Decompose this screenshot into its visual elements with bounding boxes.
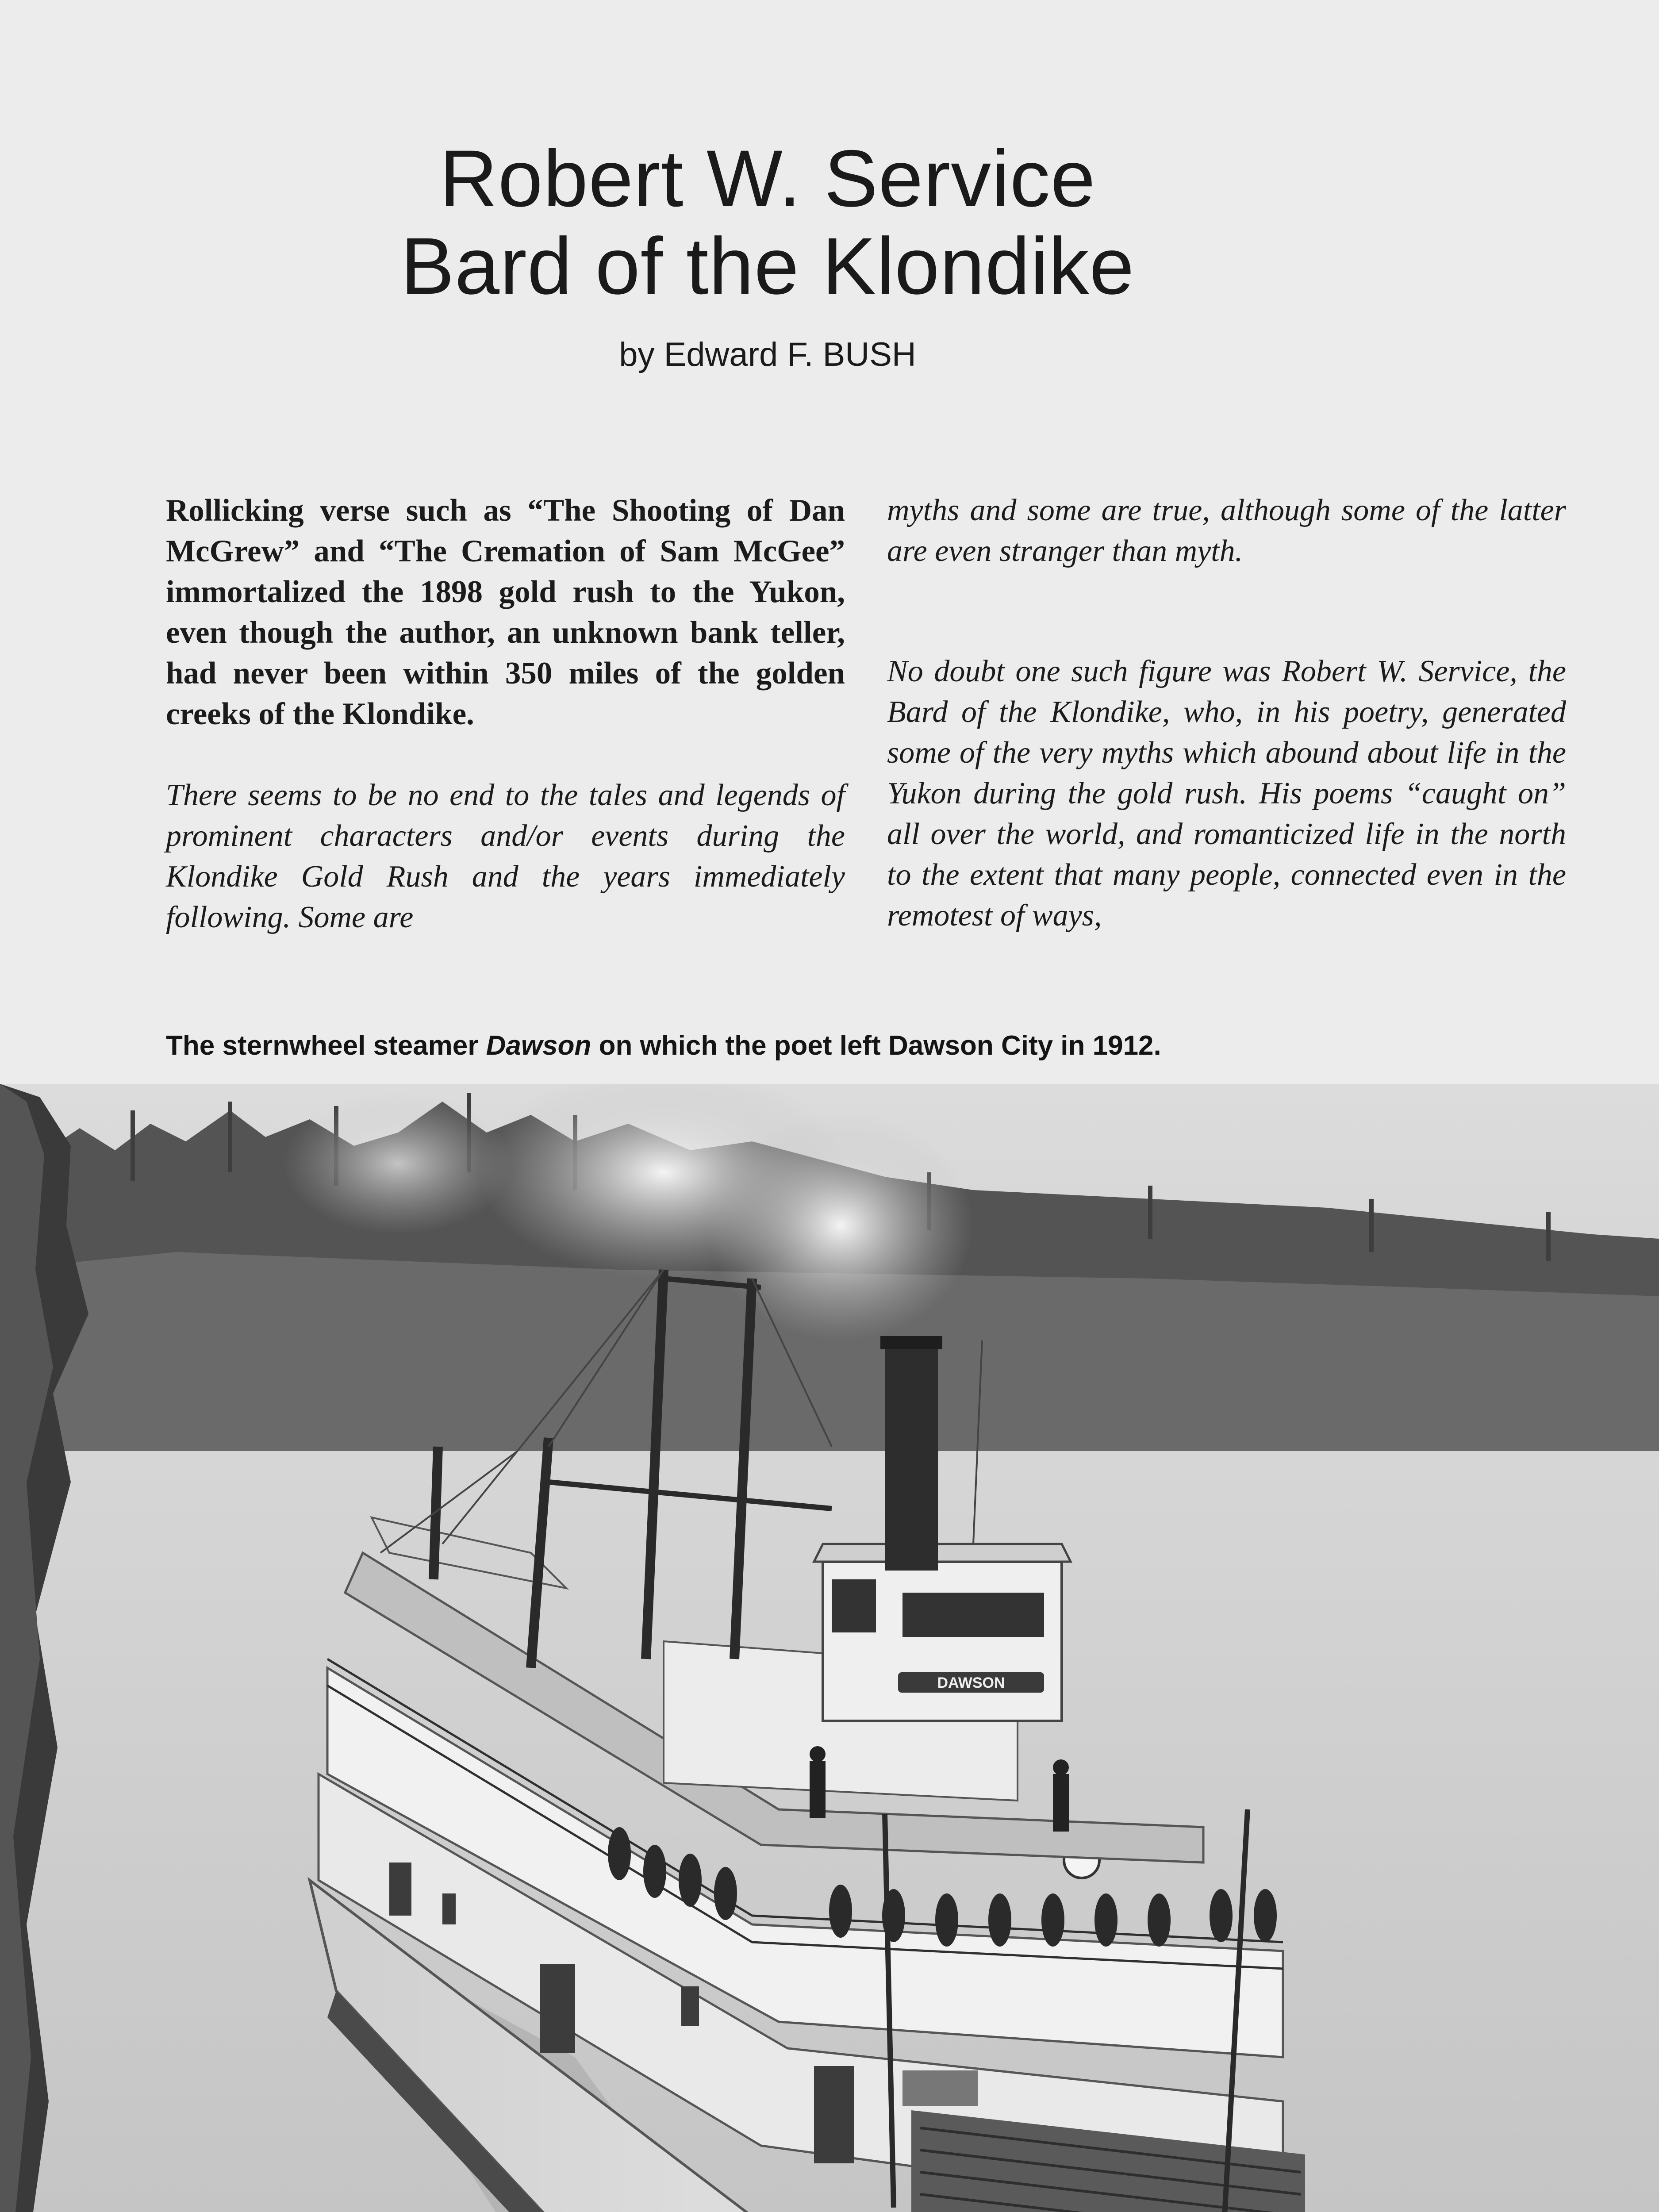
photo-caption bbox=[166, 1030, 1161, 1061]
smokestack-cap bbox=[880, 1336, 942, 1349]
steamer-photograph bbox=[0, 1084, 1659, 2212]
body-paragraph-1-continued: myths and some are true, although some of the latter are even stranger than myth. bbox=[887, 493, 1566, 568]
steamer-photograph-svg bbox=[0, 1084, 1659, 2212]
smokestack bbox=[885, 1340, 938, 1571]
body-paragraph-2: No doubt one such figure was Robert W. Service, the Bard of the Klondike, who, in his poetry, generated some of the very myths which abound about life in the Yukon during the gold rush. His poems “caught on” all over the world, and romanticized life in the north to the extent that many people, connected even in the remotest of ways, bbox=[887, 654, 1566, 933]
smoke-drift bbox=[283, 1093, 513, 1234]
right-text-column bbox=[887, 490, 1566, 936]
article-title-line-1: Robert W. Service bbox=[439, 133, 1096, 223]
nameboard-label: DAWSON bbox=[937, 1674, 1005, 1691]
byline-text: by Edward F. BUSH bbox=[619, 336, 916, 373]
caption-text-after: on which the poet left Dawson City in 1912. bbox=[591, 1030, 1161, 1061]
left-text-column bbox=[166, 490, 845, 938]
article-title-line-2: Bard of the Klondike bbox=[400, 221, 1135, 311]
lead-paragraph: Rollicking verse such as “The Shooting of Dan McGrew” and “The Cremation of Sam McGee” immortalized the 1898 gold rush to the Yukon, even though the author, an unknown bank teller, had never been within 350 miles of the golden creeks of the Klondike. bbox=[166, 493, 845, 731]
caption-text-before: The sternwheel steamer bbox=[166, 1030, 486, 1061]
article-byline bbox=[0, 335, 1659, 374]
pilot-house-roof bbox=[814, 1544, 1071, 1562]
body-paragraph-1: There seems to be no end to the tales and legends of prominent characters and/or events during the Klondike Gold Rush and the years immediately following. Some are bbox=[166, 778, 845, 934]
caption-vessel-name: Dawson bbox=[486, 1030, 591, 1061]
